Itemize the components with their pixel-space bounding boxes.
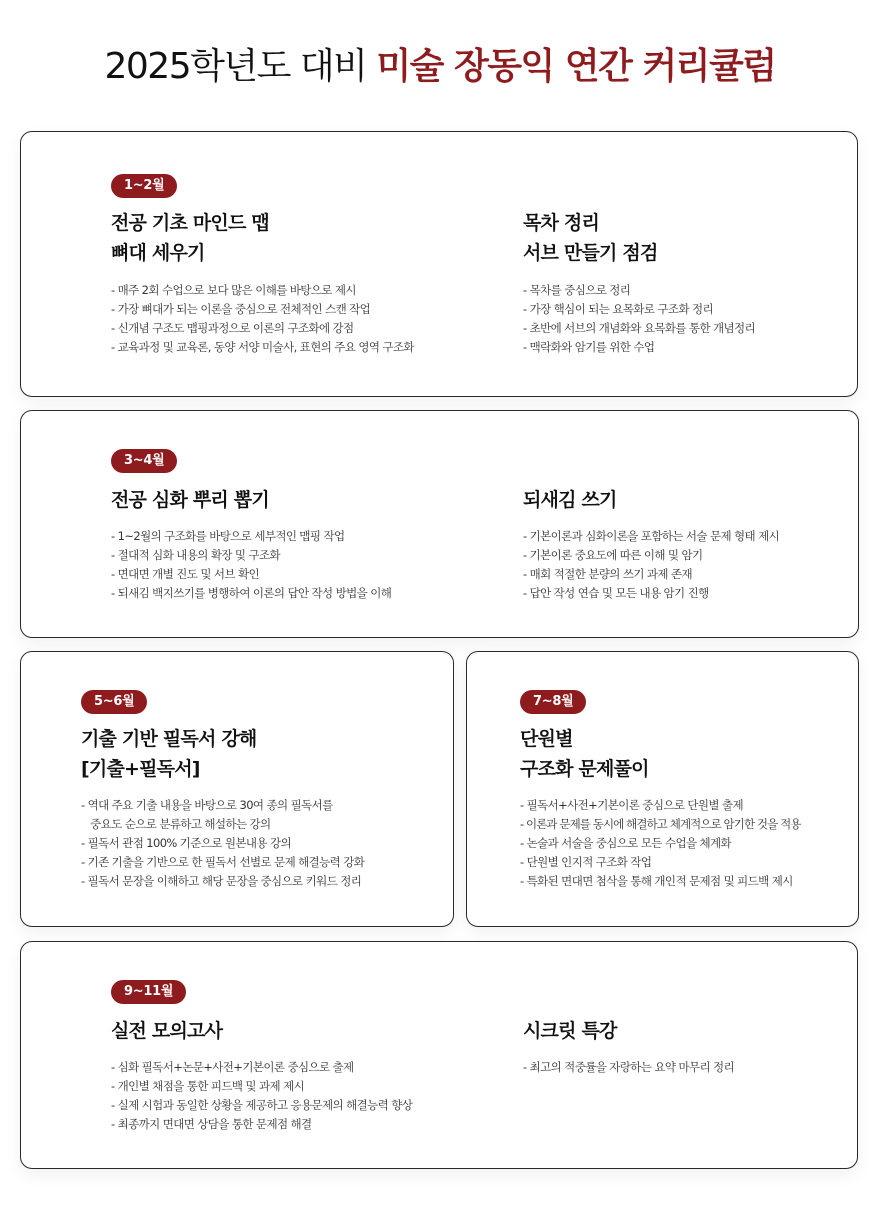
- bullet-list: [523, 281, 755, 357]
- bullet-item: - 개인별 채점을 통한 피드백 및 과제 제시: [111, 1079, 305, 1093]
- bullet-item: - 답안 작성 연습 및 모든 내용 암기 진행: [523, 586, 709, 600]
- bullet-item: - 초반에 서브의 개념화와 요목화를 통한 개념정리: [523, 321, 756, 335]
- card-mar-apr-left: [111, 449, 391, 603]
- bullet-item: - 면대면 개별 진도 및 서브 확인: [111, 567, 259, 581]
- bullet-item: - 특화된 면대면 첨삭을 통해 개인적 문제점 및 피드백 제시: [520, 874, 793, 888]
- card-jul-aug: [466, 651, 859, 927]
- bullet-item: - 가장 핵심이 되는 요목화로 구조화 정리: [523, 302, 714, 316]
- card-sep-nov-right: [523, 1016, 734, 1077]
- period-badge: 1~2월: [111, 174, 177, 198]
- period-badge: 7~8월: [520, 690, 586, 714]
- section-heading: [111, 208, 414, 268]
- bullet-item: - 단원별 인지적 구조화 작업: [520, 855, 652, 869]
- bullet-item: - 가장 뼈대가 되는 이론을 중심으로 전체적인 스캔 작업: [111, 302, 371, 316]
- heading-line: [기출+필독서]: [81, 758, 200, 780]
- bullet-item: - 매주 2회 수업으로 보다 많은 이해를 바탕으로 제시: [111, 283, 356, 297]
- heading-line: 목차 정리: [523, 212, 600, 234]
- section-heading: [523, 208, 755, 268]
- heading-line: 기출 기반 필독서 강해: [81, 728, 257, 750]
- title-accent: 미술 장동익 연간 커리큘럼: [376, 46, 776, 87]
- bullet-item: - 심화 필독서+논문+사전+기본이론 중심으로 출제: [111, 1060, 354, 1074]
- bullet-item: - 기본이론과 심화이론을 포함하는 서술 문제 형태 제시: [523, 529, 780, 543]
- bullet-item: - 필독서+사전+기본이론 중심으로 단원별 출제: [520, 798, 744, 812]
- heading-line: 단원별: [520, 728, 573, 750]
- card-jan-feb-right: [523, 208, 755, 357]
- card-mar-apr: [20, 410, 859, 638]
- card-may-jun: [20, 651, 454, 927]
- bullet-item: - 되새김 백지쓰기를 병행하여 이론의 답안 작성 방법을 이해: [111, 586, 392, 600]
- section-heading: [520, 724, 801, 784]
- card-jan-feb: [20, 131, 858, 397]
- bullet-list: [111, 527, 391, 603]
- bullet-item: - 이론과 문제를 동시에 해결하고 체계적으로 암기한 것을 적용: [520, 817, 801, 831]
- heading-line: 전공 심화 뿌리 뽑기: [111, 489, 269, 511]
- bullet-item: - 최고의 적중률을 자랑하는 요약 마무리 정리: [523, 1060, 735, 1074]
- bullet-item: - 1~2월의 구조화를 바탕으로 세부적인 맵핑 작업: [111, 529, 345, 543]
- bullet-list: [81, 796, 364, 891]
- card-may-jun-content: [81, 690, 364, 891]
- card-jan-feb-left: [111, 174, 414, 357]
- heading-line: 시크릿 특강: [523, 1020, 617, 1042]
- period-badge: 3~4월: [111, 449, 177, 473]
- heading-line: 실전 모의고사: [111, 1020, 223, 1042]
- card-sep-nov: [20, 941, 858, 1169]
- card-sep-nov-left: [111, 980, 412, 1134]
- heading-line: 되새김 쓰기: [523, 489, 617, 511]
- period-badge: 5~6월: [81, 690, 147, 714]
- card-mar-apr-right: [523, 485, 779, 603]
- bullet-item: - 역대 주요 기출 내용을 바탕으로 30여 종의 필독서를: [81, 798, 333, 812]
- bullet-item: - 필독서 관점 100% 기준으로 원본내용 강의: [81, 836, 291, 850]
- heading-line: 전공 기초 마인드 맵: [111, 212, 269, 234]
- bullet-item: - 맥락화와 암기를 위한 수업: [523, 340, 655, 354]
- heading-line: 서브 만들기 점검: [523, 242, 658, 264]
- section-heading: [523, 485, 779, 515]
- bullet-item: - 기존 기출을 기반으로 한 필독서 선별로 문제 해결능력 강화: [81, 855, 365, 869]
- bullet-item: - 교육과정 및 교육론, 동양 서양 미술사, 표현의 주요 영역 구조화: [111, 340, 414, 354]
- bullet-list: [520, 796, 801, 891]
- bullet-item: - 절대적 심화 내용의 확장 및 구조화: [111, 548, 281, 562]
- section-heading: [523, 1016, 734, 1046]
- bullet-item: 중요도 순으로 분류하고 해설하는 강의: [81, 817, 271, 831]
- bullet-item: - 신개념 구조도 맵핑과정으로 이론의 구조화에 강점: [111, 321, 354, 335]
- section-heading: [81, 724, 364, 784]
- bullet-item: - 최종까지 면대면 상담을 통한 문제점 해결: [111, 1117, 312, 1131]
- bullet-item: - 목차를 중심으로 정리: [523, 283, 631, 297]
- period-badge: 9~11월: [111, 980, 186, 1004]
- bullet-item: - 기본이론 중요도에 따른 이해 및 암기: [523, 548, 703, 562]
- bullet-list: [111, 281, 414, 357]
- page-title: [0, 38, 880, 89]
- bullet-item: - 실제 시험과 동일한 상황을 제공하고 응용문제의 해결능력 향상: [111, 1098, 413, 1112]
- bullet-item: - 필독서 문장을 이해하고 해당 문장을 중심으로 키워드 정리: [81, 874, 362, 888]
- section-heading: [111, 485, 391, 515]
- bullet-item: - 논술과 서술을 중심으로 모든 수업을 체계화: [520, 836, 732, 850]
- bullet-list: [111, 1058, 412, 1134]
- heading-line: 구조화 문제풀이: [520, 758, 649, 780]
- bullet-item: - 매회 적절한 분량의 쓰기 과제 존재: [523, 567, 693, 581]
- bullet-list: [523, 527, 779, 603]
- bullet-list: [523, 1058, 734, 1077]
- title-prefix: 2025학년도 대비: [104, 46, 377, 87]
- section-heading: [111, 1016, 412, 1046]
- card-jul-aug-content: [520, 690, 801, 891]
- heading-line: 뼈대 세우기: [111, 242, 205, 264]
